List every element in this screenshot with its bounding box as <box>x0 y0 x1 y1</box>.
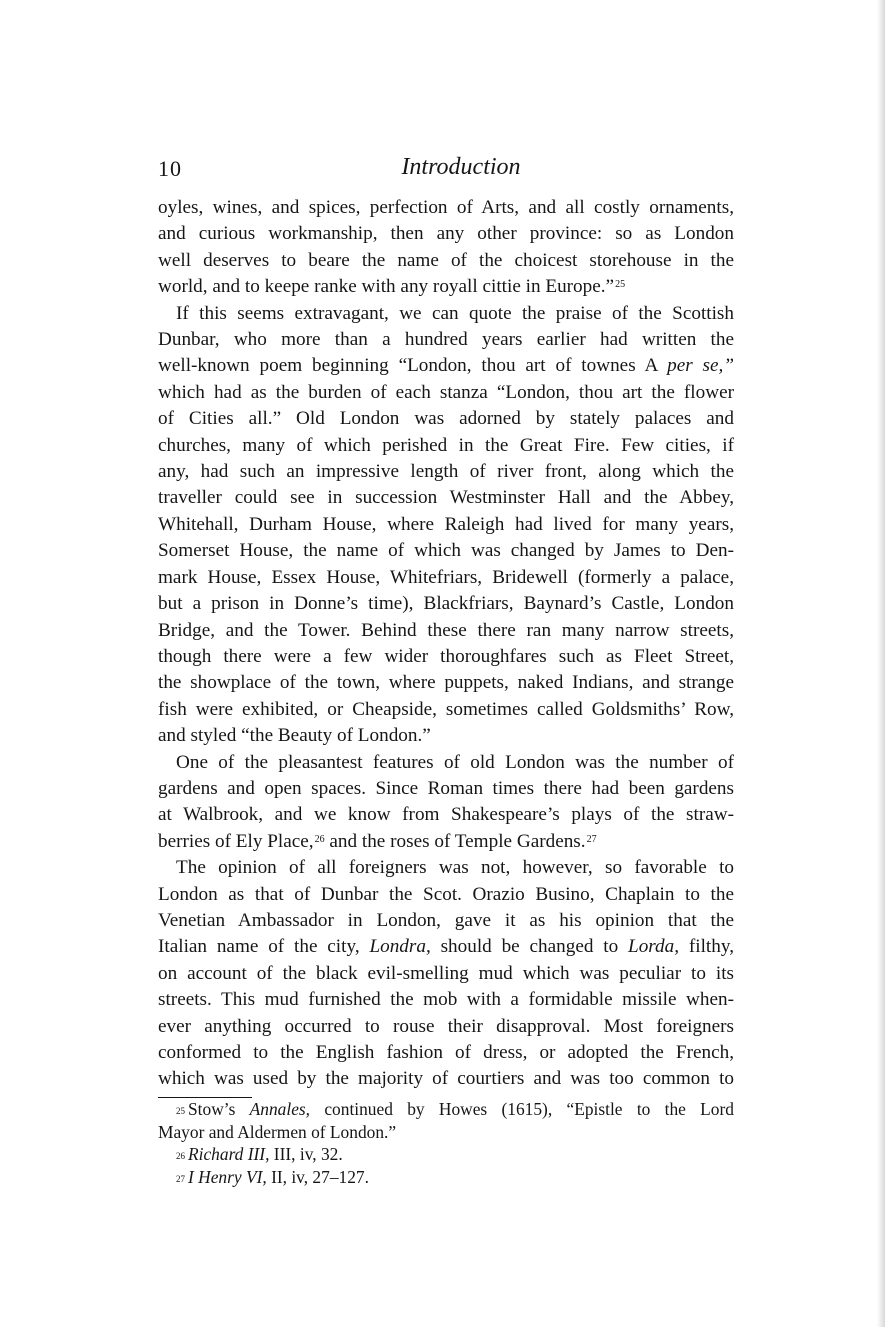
italic-word: Londra, <box>369 936 431 958</box>
text-line: at Walbrook, and we know from Shakespeare’s plays of the straw- <box>158 804 734 826</box>
footnote-text: II, iv, 27–127. <box>266 1166 369 1187</box>
footnote-ref[interactable]: 25 <box>615 279 626 291</box>
footnote-line: Mayor and Aldermen of London.” <box>158 1121 397 1142</box>
text-line: gardens and open spaces. Since Roman times there had been gardens <box>158 777 734 799</box>
footnote-text: III, iv, 32. <box>269 1144 343 1164</box>
text-line: which was used by the majority of courtiers and was too common to <box>158 1068 734 1090</box>
text-line: mark House, Essex House, Whitefriars, Bridewell (formerly a palace, <box>158 566 734 588</box>
page-edge-shadow <box>877 0 885 1327</box>
footnote-27 <box>158 1166 734 1189</box>
text-line: Venetian Ambassador in London, gave it as his opinion that the <box>158 909 734 931</box>
text-line: well deserves to beare the name of the choicest storehouse in the <box>158 249 734 271</box>
footnote-text: continued by Howes (1615), “Epistle to the Lord <box>310 1099 734 1119</box>
text-line: streets. This mud furnished the mob with a formidable missile when- <box>158 989 734 1011</box>
paragraph-1 <box>158 195 734 301</box>
text-segment: berries of Ely Place, <box>158 830 314 852</box>
text-line: churches, many of which perished in the Great Fire. Few cities, if <box>158 434 734 456</box>
text-line: conformed to the English fashion of dress, or adopted the French, <box>158 1042 734 1063</box>
text-line: One of the pleasantest features of old London was the number of <box>176 751 734 773</box>
text-line: Somerset House, the name of which was changed by James to Den- <box>158 540 734 562</box>
paragraph-4 <box>158 855 734 1093</box>
text-line: London as that of Dunbar the Scot. Orazio Busino, Chaplain to the <box>158 883 734 905</box>
text-line <box>158 353 734 379</box>
text-segment: well-known poem beginning “London, thou art of townes A <box>158 355 668 377</box>
text-line: traveller could see in succession Westminster Hall and the Abbey, <box>158 487 734 509</box>
text-segment: world, and to keepe ranke with any royall cittie in Europe.” <box>158 276 615 298</box>
footnote-line <box>176 1166 734 1189</box>
text-line: which had as the burden of each stanza “London, thou art the flower <box>158 381 734 403</box>
page-number: 10 <box>158 156 182 181</box>
body-text <box>158 195 734 1093</box>
footnote-line <box>176 1143 734 1166</box>
footnotes <box>158 1098 734 1188</box>
footnote-italic: I Henry VI, <box>188 1166 267 1187</box>
footnote-text: Stow’s <box>188 1099 250 1119</box>
italic-word: Lorda, <box>628 936 680 958</box>
text-line: and styled “the Beauty of London.” <box>158 725 431 747</box>
text-line: Whitehall, Durham House, where Raleigh had lived for many years, <box>158 513 734 535</box>
text-line: Bridge, and the Tower. Behind these there ran many narrow streets, <box>158 619 734 641</box>
text-line <box>158 274 734 300</box>
text-line: but a prison in Donne’s time), Blackfriars, Baynard’s Castle, London <box>158 593 734 615</box>
text-segment: filthy, <box>679 936 734 958</box>
footnote-ref[interactable]: 26 <box>314 833 325 845</box>
paragraph-3 <box>158 750 734 856</box>
text-line: ever anything occurred to rouse their disapproval. Most foreigners <box>158 1015 734 1037</box>
page-header <box>158 152 734 188</box>
text-line <box>158 934 734 960</box>
paragraph-2 <box>158 301 734 750</box>
text-line: of Cities all.” Old London was adorned by stately palaces and <box>158 408 734 430</box>
text-line: and curious workmanship, then any other province: so as London <box>158 223 734 245</box>
text-line <box>158 829 734 855</box>
text-line: any, had such an impressive length of river front, along which the <box>158 461 734 483</box>
footnote-line <box>158 1098 734 1121</box>
text-line: fish were exhibited, or Cheapside, sometimes called Goldsmiths’ Row, <box>158 698 734 720</box>
footnote-italic: Annales, <box>249 1099 311 1119</box>
footnote-ref[interactable]: 27 <box>586 833 597 845</box>
text-line: oyles, wines, and spices, perfection of Arts, and all costly ornaments, <box>158 197 734 218</box>
text-line: the showplace of the town, where puppets, naked Indians, and strange <box>158 672 734 694</box>
running-head: Introduction <box>401 154 521 180</box>
text-segment: Italian name of the city, <box>158 936 370 958</box>
text-line: If this seems extravagant, we can quote the praise of the Scottish <box>176 302 734 324</box>
text-line: The opinion of all foreigners was not, however, so favorable to <box>176 857 734 879</box>
text-line: Dunbar, who more than a hundred years earlier had written the <box>158 329 734 351</box>
italic-phrase: per se,” <box>667 355 734 377</box>
text-line: on account of the black evil-smelling mud which was peculiar to its <box>158 962 734 984</box>
footnote-number: 27 <box>176 1173 185 1184</box>
text-segment: should be changed to <box>430 936 629 958</box>
footnote-26 <box>158 1143 734 1166</box>
text-segment: and the roses of Temple Gardens. <box>324 830 586 852</box>
footnote-italic: Richard III, <box>188 1144 270 1164</box>
footnote-number: 26 <box>176 1151 185 1161</box>
footnote-25 <box>158 1098 734 1143</box>
text-line: though there were a few wider thoroughfares such as Fleet Street, <box>158 645 734 667</box>
footnote-number: 25 <box>176 1106 185 1116</box>
